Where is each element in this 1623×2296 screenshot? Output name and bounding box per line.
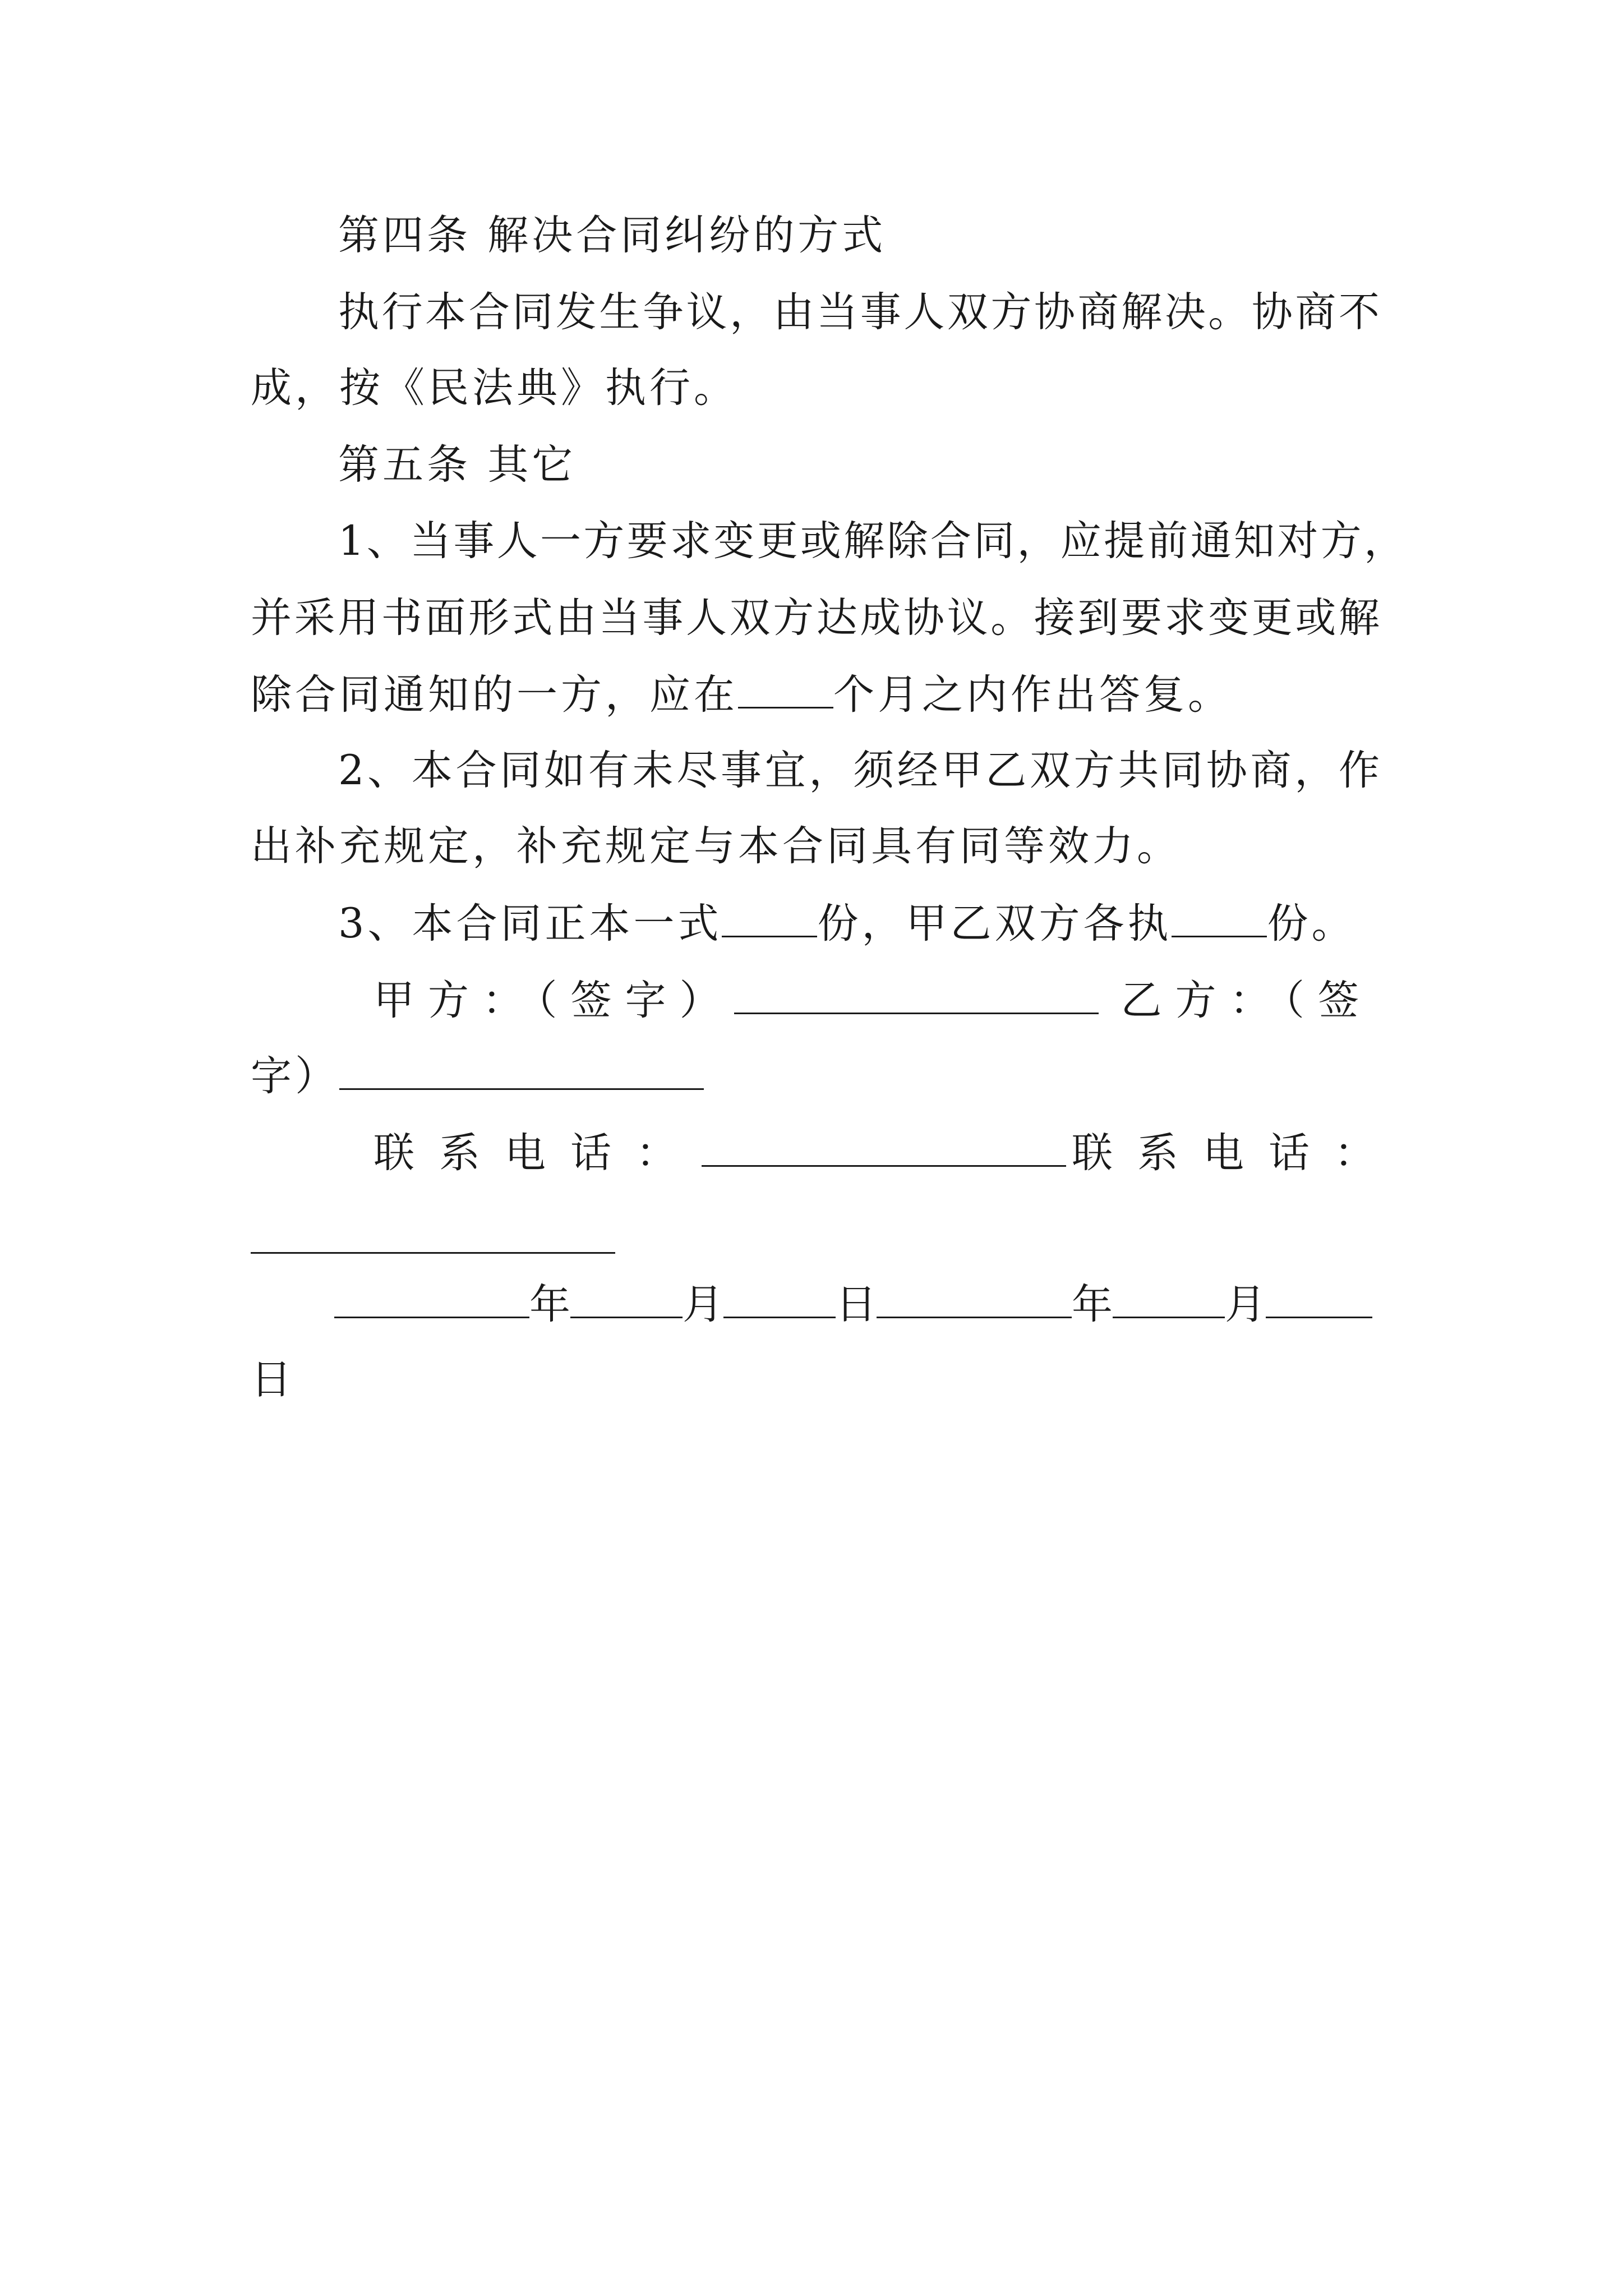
party-b-signature-blank[interactable]: [339, 1055, 704, 1090]
article-4-paragraph-line-2: 成，按《民法典》执行。: [251, 364, 738, 412]
item-3-text-a: 3、本合同正本一式: [338, 900, 722, 947]
article-5-item-3: [338, 900, 1356, 947]
party-b-phone-label: 联系电话：: [1072, 1129, 1400, 1177]
party-b-month-blank[interactable]: [1113, 1283, 1225, 1318]
day-label-a: 日: [836, 1281, 877, 1328]
party-b-phone-blank[interactable]: [251, 1252, 615, 1254]
date-line: [334, 1281, 1372, 1328]
party-a-label: 甲方：（签字）: [374, 977, 734, 1024]
item-3-text-c: 份。: [1267, 900, 1356, 947]
month-label-a: 月: [683, 1281, 723, 1328]
article-5-heading: 第五条 其它: [338, 441, 577, 489]
article-5-item-2-line-1: 2、本合同如有未尽事宜，须经甲乙双方共同协商，作: [338, 747, 1380, 794]
article-4-paragraph-line-1: 执行本合同发生争议，由当事人双方协商解决。协商不: [338, 288, 1380, 336]
party-a-phone-label: 联系电话：: [374, 1129, 702, 1177]
day-label-b: 日: [251, 1356, 295, 1404]
party-b-signature-line: [251, 1052, 704, 1100]
article-5-item-1-line-3: [251, 671, 1232, 719]
year-label-a: 年: [529, 1281, 570, 1328]
party-a-day-blank[interactable]: [723, 1283, 836, 1318]
article-5-item-2-line-2: 出补充规定，补充规定与本合同具有同等效力。: [251, 822, 1181, 870]
party-a-signature-line: [374, 977, 1372, 1024]
party-a-signature-blank[interactable]: [734, 979, 1099, 1014]
item-3-text-b: 份，甲乙双方各执: [817, 900, 1172, 947]
party-a-phone-blank[interactable]: [702, 1131, 1066, 1167]
article-5-item-1-line-1: 1、当事人一方要求变更或解除合同，应提前通知对方，: [338, 517, 1405, 565]
month-label-b: 月: [1225, 1281, 1266, 1328]
copies-each-blank[interactable]: [1172, 902, 1267, 937]
item-1-text-before-blank: 除合同通知的一方，应在: [251, 671, 738, 719]
party-b-label-cont: 字）: [251, 1052, 339, 1100]
party-b-day-blank[interactable]: [1266, 1283, 1372, 1318]
months-blank[interactable]: [738, 673, 833, 708]
year-label-b: 年: [1072, 1281, 1113, 1328]
party-a-year-blank[interactable]: [334, 1283, 529, 1318]
article-4-heading: 第四条 解决合同纠纷的方式: [338, 211, 887, 259]
party-b-year-blank[interactable]: [877, 1283, 1072, 1318]
article-5-item-1-line-2: 并采用书面形式由当事人双方达成协议。接到要求变更或解: [251, 594, 1380, 642]
party-a-month-blank[interactable]: [570, 1283, 683, 1318]
party-b-label: 乙方：（签: [1121, 977, 1372, 1024]
item-1-text-after-blank: 个月之内作出答复。: [833, 671, 1232, 719]
phone-line: [374, 1129, 1400, 1177]
copies-total-blank[interactable]: [722, 902, 817, 937]
